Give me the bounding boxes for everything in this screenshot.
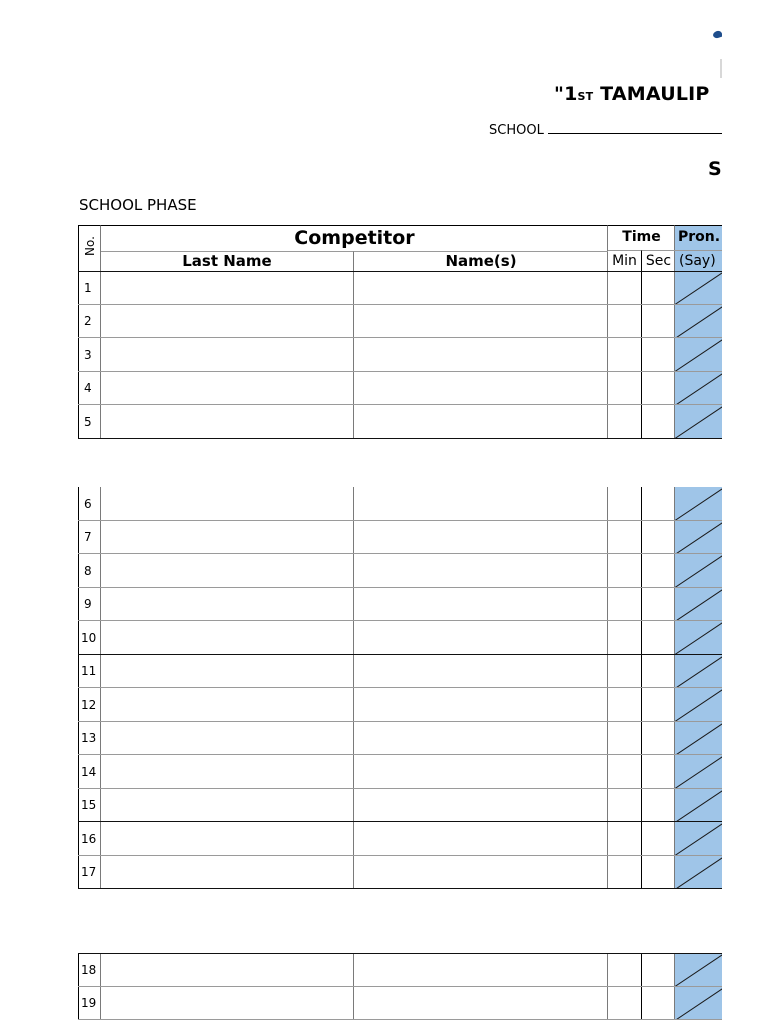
row-number: 2 [78, 305, 101, 339]
min-cell[interactable] [608, 405, 642, 439]
min-cell[interactable] [608, 372, 642, 406]
row-number: 3 [78, 338, 101, 372]
min-cell[interactable] [608, 554, 642, 588]
pron-cell[interactable] [675, 987, 722, 1021]
sec-cell[interactable] [642, 521, 675, 555]
names-cell[interactable] [354, 789, 608, 823]
row-number: 1 [78, 271, 101, 305]
table-row [78, 822, 722, 856]
row-number: 13 [78, 722, 101, 756]
table-row [78, 755, 722, 789]
sec-cell[interactable] [642, 755, 675, 789]
names-cell[interactable] [354, 338, 608, 372]
names-cell[interactable] [354, 554, 608, 588]
min-cell[interactable] [608, 621, 642, 655]
min-cell[interactable] [608, 789, 642, 823]
table-row [78, 856, 722, 890]
pron-cell[interactable] [675, 688, 722, 722]
table-row [78, 722, 722, 756]
row-number: 17 [78, 856, 101, 890]
last-name-cell[interactable] [101, 789, 354, 823]
last-name-cell[interactable] [101, 655, 354, 689]
sec-cell[interactable] [642, 822, 675, 856]
min-cell[interactable] [608, 822, 642, 856]
names-cell[interactable] [354, 655, 608, 689]
pron-cell[interactable] [675, 789, 722, 823]
competitor-header [101, 225, 608, 271]
sec-cell[interactable] [642, 856, 675, 890]
phase-label: SCHOOL PHASE [79, 196, 197, 214]
min-cell[interactable] [608, 987, 642, 1021]
row-number: 10 [78, 621, 101, 655]
logo-icon [712, 30, 722, 40]
last-name-cell[interactable] [101, 554, 354, 588]
pron-cell[interactable] [675, 521, 722, 555]
row-number: 14 [78, 755, 101, 789]
table-row [78, 405, 722, 439]
pron-cell[interactable] [675, 722, 722, 756]
col-no-header: No. [78, 225, 101, 271]
table-row [78, 953, 722, 987]
sec-cell[interactable] [642, 688, 675, 722]
row-number: 8 [78, 554, 101, 588]
pron-cell[interactable] [675, 372, 722, 406]
row-number: 11 [78, 655, 101, 689]
row-number: 7 [78, 521, 101, 555]
sec-cell[interactable] [642, 588, 675, 622]
sec-header: Sec [642, 250, 675, 272]
row-number: 6 [78, 487, 101, 521]
pron-cell[interactable] [675, 271, 722, 305]
last-name-cell[interactable] [101, 688, 354, 722]
min-cell[interactable] [608, 755, 642, 789]
table-row [78, 554, 722, 588]
min-header: Min [608, 250, 642, 272]
time-header [608, 225, 675, 271]
last-name-cell[interactable] [101, 621, 354, 655]
sec-cell[interactable] [642, 338, 675, 372]
row-number: 16 [78, 822, 101, 856]
last-name-cell[interactable] [101, 405, 354, 439]
pron-title: Pron. [678, 229, 721, 245]
say-subheader: (Say) [675, 250, 722, 272]
sec-cell[interactable] [642, 953, 675, 987]
last-name-cell[interactable] [101, 305, 354, 339]
table-row [78, 372, 722, 406]
last-name-cell[interactable] [101, 987, 354, 1021]
row-number: 15 [78, 789, 101, 823]
section-heading: S [708, 158, 722, 180]
last-name-cell[interactable] [101, 338, 354, 372]
pron-cell[interactable] [675, 405, 722, 439]
table-row [78, 271, 722, 305]
logo-divider [720, 59, 722, 78]
pron-cell[interactable] [675, 338, 722, 372]
min-cell[interactable] [608, 305, 642, 339]
school-field[interactable] [489, 123, 722, 138]
last-name-cell[interactable] [101, 372, 354, 406]
pron-cell[interactable] [675, 621, 722, 655]
pron-cell[interactable] [675, 856, 722, 890]
sec-cell[interactable] [642, 621, 675, 655]
names-cell[interactable] [354, 987, 608, 1021]
last-name-cell[interactable] [101, 588, 354, 622]
names-cell[interactable] [354, 953, 608, 987]
table-row [78, 521, 722, 555]
row-divider [78, 1019, 722, 1020]
last-name-header: Last Name [101, 251, 354, 272]
min-cell[interactable] [608, 487, 642, 521]
pron-cell[interactable] [675, 953, 722, 987]
row-number: 4 [78, 372, 101, 406]
table-row [78, 621, 722, 655]
sec-cell[interactable] [642, 554, 675, 588]
pron-cell[interactable] [675, 822, 722, 856]
names-cell[interactable] [354, 372, 608, 406]
names-cell[interactable] [354, 688, 608, 722]
sec-cell[interactable] [642, 271, 675, 305]
table-row [78, 655, 722, 689]
table-row [78, 338, 722, 372]
last-name-cell[interactable] [101, 953, 354, 987]
names-cell[interactable] [354, 856, 608, 890]
table-row [78, 305, 722, 339]
names-cell[interactable] [354, 305, 608, 339]
names-cell[interactable] [354, 621, 608, 655]
min-cell[interactable] [608, 521, 642, 555]
pron-header [675, 225, 722, 271]
names-cell[interactable] [354, 822, 608, 856]
min-cell[interactable] [608, 722, 642, 756]
sec-cell[interactable] [642, 305, 675, 339]
min-cell[interactable] [608, 588, 642, 622]
names-cell[interactable] [354, 588, 608, 622]
last-name-cell[interactable] [101, 856, 354, 890]
group-top-rule [78, 953, 722, 954]
sec-cell[interactable] [642, 722, 675, 756]
row-number: 19 [78, 987, 101, 1021]
min-cell[interactable] [608, 338, 642, 372]
names-header: Name(s) [354, 251, 608, 272]
pron-cell[interactable] [675, 554, 722, 588]
names-cell[interactable] [354, 521, 608, 555]
min-cell[interactable] [608, 688, 642, 722]
names-cell[interactable] [354, 405, 608, 439]
last-name-cell[interactable] [101, 822, 354, 856]
min-cell[interactable] [608, 953, 642, 987]
table-row [78, 487, 722, 521]
table-header [78, 225, 722, 271]
sec-cell[interactable] [642, 487, 675, 521]
table-row [78, 789, 722, 823]
group-top-rule [78, 271, 722, 272]
row-number: 18 [78, 953, 101, 987]
names-cell[interactable] [354, 271, 608, 305]
school-label: SCHOOL [489, 123, 544, 138]
min-cell[interactable] [608, 856, 642, 890]
names-cell[interactable] [354, 487, 608, 521]
pron-cell[interactable] [675, 755, 722, 789]
min-cell[interactable] [608, 271, 642, 305]
pron-cell[interactable] [675, 487, 722, 521]
table-row [78, 987, 722, 1021]
pron-cell[interactable] [675, 655, 722, 689]
sec-cell[interactable] [642, 655, 675, 689]
row-number: 9 [78, 588, 101, 622]
row-divider [78, 888, 722, 889]
last-name-cell[interactable] [101, 755, 354, 789]
names-cell[interactable] [354, 755, 608, 789]
row-divider [78, 438, 722, 439]
min-cell[interactable] [608, 655, 642, 689]
last-name-cell[interactable] [101, 521, 354, 555]
pron-cell[interactable] [675, 305, 722, 339]
sec-cell[interactable] [642, 405, 675, 439]
sec-cell[interactable] [642, 987, 675, 1021]
sec-cell[interactable] [642, 789, 675, 823]
sec-cell[interactable] [642, 372, 675, 406]
time-title: Time [622, 229, 661, 245]
school-blank-line[interactable] [548, 123, 722, 134]
table-row [78, 688, 722, 722]
row-number: 5 [78, 405, 101, 439]
names-cell[interactable] [354, 722, 608, 756]
last-name-cell[interactable] [101, 487, 354, 521]
event-title: "1ST TAMAULIP [554, 83, 710, 105]
row-number: 12 [78, 688, 101, 722]
last-name-cell[interactable] [101, 722, 354, 756]
competitor-title: Competitor [294, 227, 415, 249]
pron-cell[interactable] [675, 588, 722, 622]
table-row [78, 588, 722, 622]
last-name-cell[interactable] [101, 271, 354, 305]
